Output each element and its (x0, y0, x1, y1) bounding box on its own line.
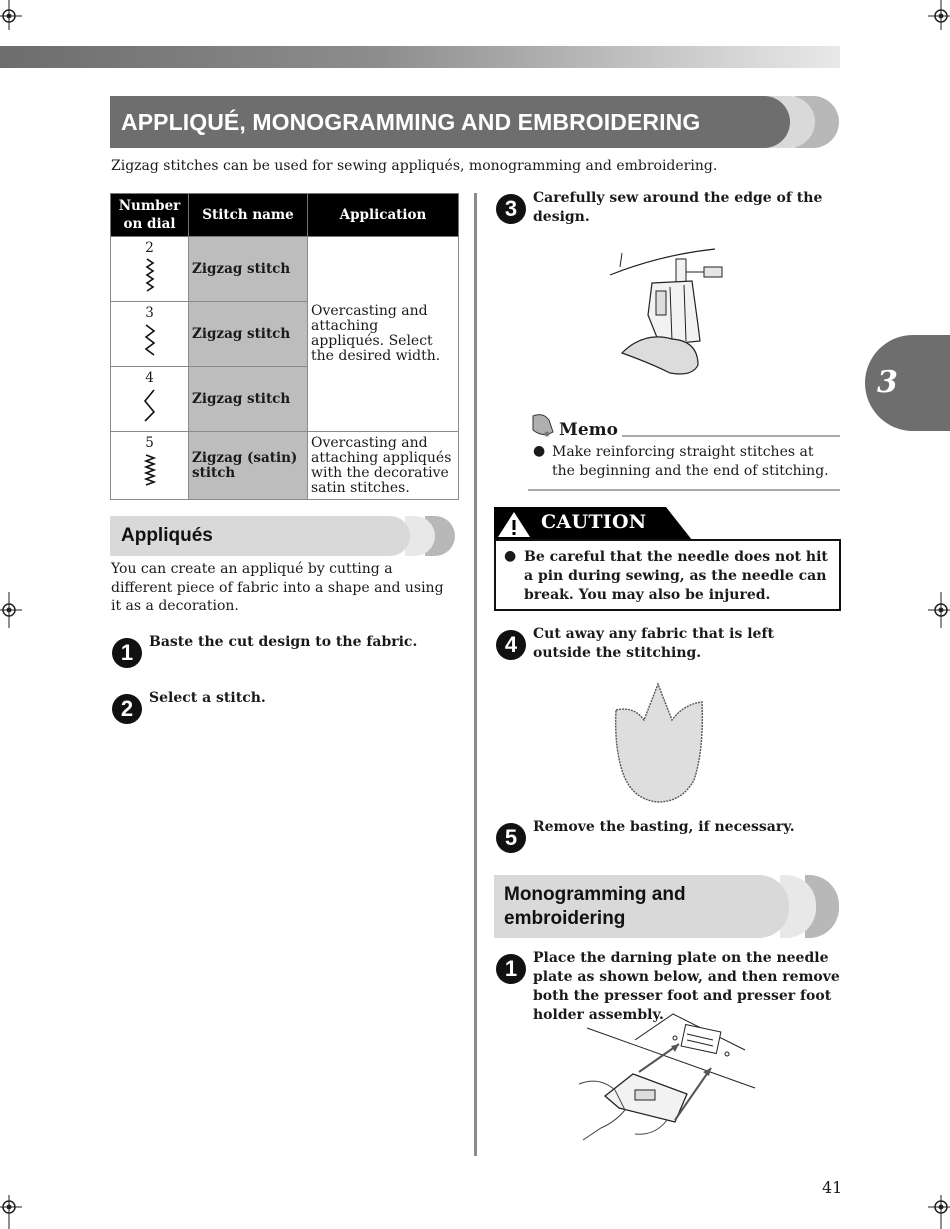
caution-text: Be careful that the needle does not hit a pin during sewing, as the needle can break. You may also be injured. (524, 549, 828, 603)
step-text: Cut away any fabric that is left outside the stitching. (533, 626, 774, 661)
column-divider (474, 193, 477, 1156)
registration-mark-icon (928, 592, 950, 628)
table-row (111, 432, 459, 500)
dial-cell (111, 237, 189, 302)
step-text: Place the darning plate on the needle plate as shown below, and then remove both the presser foot and presser foot holder assembly. (533, 950, 840, 1023)
step-number: 5 (496, 823, 526, 853)
zigzag-stitch-icon (143, 323, 157, 357)
tulip-applique-illustration (612, 680, 707, 805)
section-heading-appliques: Appliqués (110, 516, 410, 556)
stitch-name: Zigzag stitch (189, 367, 308, 432)
step-number: 1 (112, 638, 142, 668)
memo-bell-icon (527, 410, 557, 440)
dial-number: 5 (145, 435, 154, 451)
step-text: Baste the cut design to the fabric. (149, 634, 418, 650)
page-title: APPLIQUÉ, MONOGRAMMING AND EMBROIDERING (110, 96, 790, 148)
application-cell: Overcasting and attaching appliqués with the decorative satin stitches. (308, 432, 459, 500)
memo-rule (528, 489, 840, 491)
table-header-number: Number on dial (111, 194, 189, 237)
registration-mark-icon (0, 1195, 22, 1229)
step-number: 2 (112, 694, 142, 724)
table-row (111, 237, 459, 302)
darning-plate-illustration (575, 1010, 760, 1155)
step-text: Remove the basting, if necessary. (533, 819, 795, 835)
step-number: 3 (496, 194, 526, 224)
satin-stitch-icon (143, 453, 157, 487)
step-number: 1 (496, 954, 526, 984)
step-text: Select a stitch. (149, 690, 266, 706)
stitch-name: Zigzag (satin) stitch (189, 432, 308, 500)
registration-mark-icon (0, 0, 22, 30)
dial-number: 4 (145, 370, 154, 386)
appliques-text: You can create an appliqué by cutting a different piece of fabric into a shape and using it as a decoration. (111, 561, 444, 614)
registration-mark-icon (0, 592, 22, 628)
stitch-table (110, 193, 459, 500)
step-number: 4 (496, 630, 526, 660)
bullet-icon: ● (504, 548, 517, 564)
table-header-application: Application (308, 194, 459, 237)
application-cell: Overcasting and attaching appliqués. Select the desired width. (308, 237, 459, 432)
registration-mark-icon (928, 1195, 950, 1229)
dial-cell (111, 367, 189, 432)
zigzag-stitch-icon (142, 388, 158, 422)
caution-label: CAUTION (541, 511, 647, 533)
step-text: Carefully sew around the edge of the design. (533, 190, 823, 225)
presser-foot-illustration (600, 245, 730, 380)
memo-text: Make reinforcing straight stitches at the beginning and the end of stitching. (552, 444, 829, 479)
dial-number: 3 (145, 305, 154, 321)
chapter-tab: 3 (865, 335, 950, 431)
page-number: 41 (822, 1178, 843, 1197)
memo-label: Memo (559, 420, 618, 440)
dial-cell (111, 302, 189, 367)
table-header-name: Stitch name (189, 194, 308, 237)
stitch-name: Zigzag stitch (189, 302, 308, 367)
dial-number: 2 (145, 240, 154, 256)
dial-cell (111, 432, 189, 500)
registration-mark-icon (928, 0, 950, 30)
intro-text: Zigzag stitches can be used for sewing appliqués, monogramming and embroidering. (111, 158, 718, 174)
stitch-name: Zigzag stitch (189, 237, 308, 302)
header-decor-bar (0, 46, 840, 68)
zigzag-stitch-icon (144, 258, 156, 292)
section-heading-monogramming: Monogramming and embroidering (494, 875, 789, 938)
memo-rule (622, 435, 840, 437)
bullet-icon: ● (533, 443, 546, 459)
